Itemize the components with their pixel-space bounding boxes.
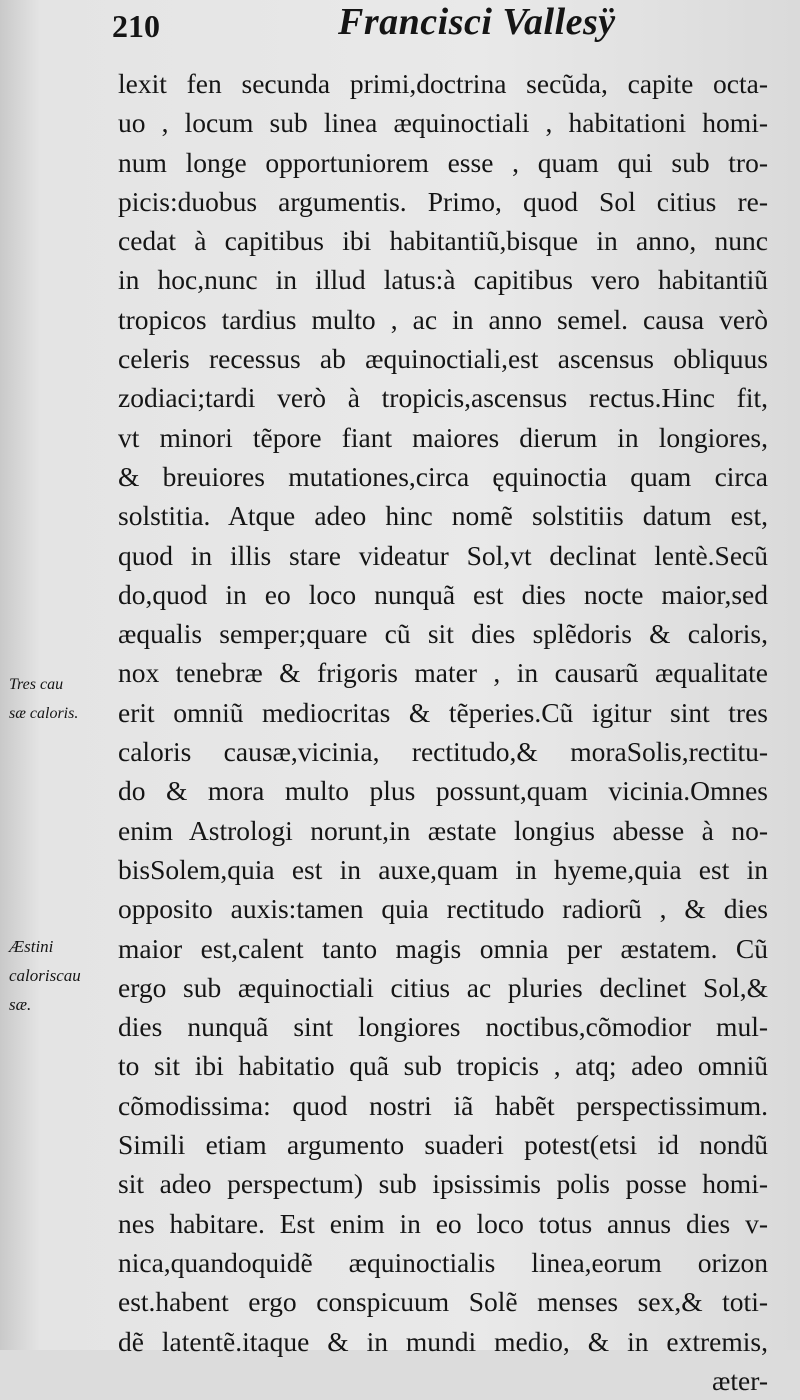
- text-line: cõmodissima: quod nostri iã habẽt perspectissimum.: [118, 1089, 768, 1121]
- text-line: nica,quandoquidẽ æquinoctialis linea,eorum orizon: [118, 1246, 768, 1278]
- text-line: cedat à capitibus ibi habitantiũ,bisque in anno, nunc: [118, 225, 768, 257]
- text-line: opposito auxis:tamen quia rectitudo radiorũ , & dies: [118, 893, 768, 925]
- text-line: celeris recessus ab æquinoctiali,est ascensus obliquus: [118, 343, 768, 375]
- page-number: 210: [112, 8, 160, 44]
- text-line: erit omniũ mediocritas & tẽperies.Cũ igitur sint tres: [118, 696, 768, 728]
- page-header: [0, 0, 800, 62]
- text-line: in hoc,nunc in illud latus:à capitibus vero habitantiũ: [118, 264, 768, 296]
- text-line: tropicos tardius multo , ac in anno semel. causa verò: [118, 303, 768, 335]
- text-line: zodiaci;tardi verò à tropicis,ascensus rectus.Hinc fit,: [118, 382, 768, 414]
- text-line: num longe opportuniorem esse , quam qui sub tro-: [118, 146, 768, 178]
- text-line: ergo sub æquinoctiali citius ac pluries declinet Sol,&: [118, 971, 768, 1003]
- text-line: & breuiores mutationes,circa ęquinoctia quam circa: [118, 460, 768, 492]
- text-line: æter-: [712, 1364, 768, 1396]
- margin-note-line: caloriscau: [9, 966, 81, 985]
- margin-note-line: Æstini: [9, 937, 54, 956]
- text-line: est.habent ergo conspicuum Solẽ menses sex,& toti-: [118, 1286, 768, 1318]
- text-line: do & mora multo plus possunt,quam vicinia.Omnes: [118, 775, 768, 807]
- text-line: caloris causæ,vicinia, rectitudo,& moraSolis,rectitu-: [118, 736, 768, 768]
- margin-note: [9, 670, 78, 728]
- text-line: Simili etiam argumento suaderi potest(etsi id nondũ: [118, 1129, 768, 1161]
- text-line: picis:duobus argumentis. Primo, quod Sol citius re-: [118, 185, 768, 217]
- margin-note-line: sæ caloris.: [9, 705, 79, 722]
- text-line: æqualis semper;quare cũ sit dies splẽdoris & caloris,: [118, 618, 768, 650]
- text-line: quod in illis stare videatur Sol,vt declinat lentè.Secũ: [118, 539, 768, 571]
- running-title: Francisci Vallesÿ: [338, 1, 616, 43]
- margin-note: [9, 932, 81, 1019]
- text-line: dẽ latentẽ.itaque & in mundi medio, & in extremis,: [118, 1325, 768, 1357]
- text-line: do,quod in eo loco nunquã est dies nocte maior,sed: [118, 578, 768, 610]
- text-line: dies nunquã sint longiores noctibus,cõmodior mul-: [118, 1011, 768, 1043]
- text-line: vt minori tẽpore fiant maiores dierum in longiores,: [118, 421, 768, 453]
- text-line: nox tenebræ & frigoris mater , in causarũ æqualitate: [118, 657, 768, 689]
- text-line: maior est,calent tanto magis omnia per æstatem. Cũ: [118, 932, 768, 964]
- margin-note-line: Tres cau: [9, 676, 64, 693]
- text-line: solstitia. Atque adeo hinc nomẽ solstitiis datum est,: [118, 500, 768, 532]
- text-line: sit adeo perspectum) sub ipsissimis polis posse homi-: [118, 1168, 768, 1200]
- text-line: uo , locum sub linea æquinoctiali , habitationi homi-: [118, 107, 768, 139]
- margin-note-line: sæ.: [9, 995, 32, 1014]
- text-line: to sit ibi habitatio quã sub tropicis , atq; adeo omniũ: [118, 1050, 768, 1082]
- text-line: enim Astrologi norunt,in æstate longius abesse à no-: [118, 814, 768, 846]
- text-line: nes habitare. Est enim in eo loco totus annus dies v-: [118, 1207, 768, 1239]
- text-line: bisSolem,quia est in auxe,quam in hyeme,quia est in: [118, 853, 768, 885]
- text-line: lexit fen secunda primi,doctrina secũda, capite octa-: [118, 68, 768, 99]
- body-text: [118, 64, 768, 1400]
